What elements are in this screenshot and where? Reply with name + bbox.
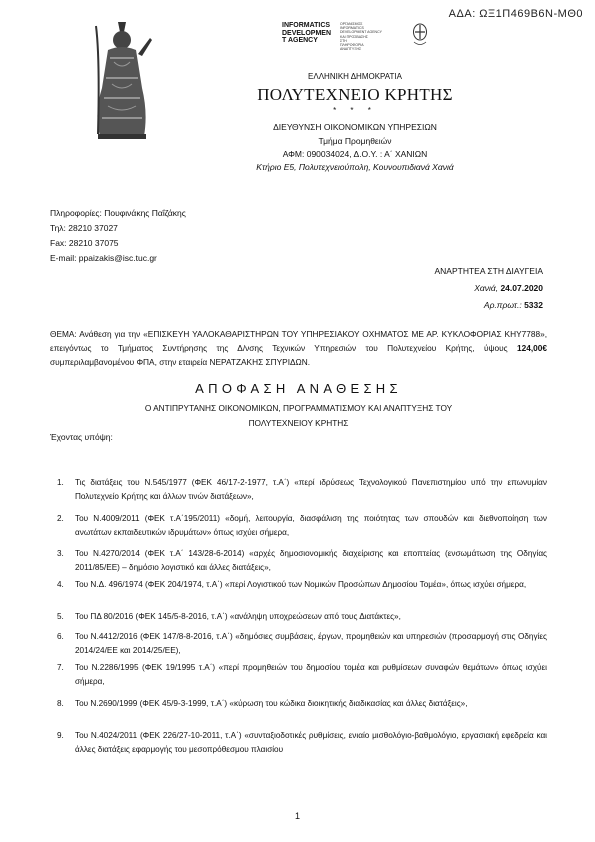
greek-emblem-icon — [412, 22, 428, 48]
list-item — [50, 578, 547, 592]
list-item-number: 6. — [57, 632, 64, 641]
list-item — [50, 547, 547, 575]
posting-label: ΑΝΑΡΤΗΤΕΑ ΣΤΗ ΔΙΑΥΓΕΙΑ — [434, 266, 543, 276]
stamp-gr-line: ΠΛΗΡΟΦΟΡΙΑ — [340, 43, 364, 48]
protocol-value: 5332 — [524, 300, 543, 310]
stamp-gr-line: ΚΑΙ ΠΡΟΣΒΑΣΗΣ — [340, 34, 368, 39]
list-item-number: 2. — [57, 514, 64, 523]
stamp-en-line: DEVELOPMEN — [282, 29, 332, 37]
list-item-text: Του Ν.4009/2011 (ΦΕΚ τ.Α΄195/2011) «δομή, λειτουργία, διασφάλιση της ποιότητας των σπουδών και διεθνοποίηση των ανωτάτων εκπαιδευτικών ιδρυμάτων» όπως ισχύει σήμερα, — [75, 514, 547, 537]
stamp-en-line: INFORMATICS — [282, 22, 331, 29]
republic-label: ΕΛΛΗΝΙΚΗ ΔΗΜΟΚΡΑΤΙΑ — [308, 72, 402, 81]
protocol-label: Αρ.πρωτ.: — [483, 300, 525, 310]
list-item-text: Του ΠΔ 80/2016 (ΦΕΚ 145/5-8-2016, τ.Α΄) «ανάληψη υποχρεώσεων από τους Διατάκτες», — [75, 612, 401, 621]
list-item-text: Του Ν.4412/2016 (ΦΕΚ 147/8-8-2016, τ.Α΄) «δημόσιες συμβάσεις, έργων, προμηθειών και υπηρεσιών (προσαρμογή στις Οδηγίες 2014/24/ΕΕ και 2014/25/ΕΕ), — [75, 632, 547, 655]
stars-divider: * * * — [333, 106, 377, 115]
contact-fax: Fax: 28210 37075 — [50, 238, 119, 248]
stamp-gr-line: ΟΡΓΑΝΙΣΜΟΣ — [340, 22, 363, 26]
list-item-text: Του Ν.Δ. 496/1974 (ΦΕΚ 204/1974, τ.Α΄) «περί Λογιστικού των Νομικών Προσώπων Δημοσίου Τομέα», όπως ισχύει σήμερα, — [75, 580, 527, 589]
list-item — [50, 610, 547, 624]
list-item-number: 4. — [57, 580, 64, 589]
diavgeia-stamp-en — [282, 22, 340, 45]
list-item-number: 8. — [57, 699, 64, 708]
list-item-text: Του Ν.2690/1999 (ΦΕΚ 45/9-3-1999, τ.Α΄) «κύρωση του κώδικα διοικητικής διαδικασίας και άλλες διατάξεις», — [75, 699, 468, 708]
date-line — [474, 283, 543, 293]
stamp-gr-line: ΑΝΑΠΤΥΞΗΣ — [340, 47, 362, 52]
department-label: Τμήμα Προμηθειών — [318, 136, 392, 146]
decision-subtitle-line-2: ΠΟΛΥΤΕΧΝΕΙΟΥ ΚΡΗΤΗΣ — [248, 417, 349, 428]
list-item-number: 3. — [57, 549, 64, 558]
contact-tel: Τηλ: 28210 37027 — [50, 223, 118, 233]
decision-subtitle — [120, 401, 477, 430]
list-item-text: Του Ν.4024/2011 (ΦΕΚ 226/27-10-2011, τ.Α΄) «συνταξιοδοτικές ρυθμίσεις, ενιαίο μισθολόγιο-βαθμολόγιο, εργασιακή εφεδρεία και άλλες διατάξεις εφαρμογής του μεσοπρόθεσμου πλαισίου — [75, 731, 547, 754]
list-item-number: 1. — [57, 478, 64, 487]
subject-amount: 124,00€ — [517, 343, 547, 353]
address-label: Κτήριο Ε5, Πολυτεχνειούπολη, Κουνουπιδιανά Χανιά — [256, 162, 454, 172]
list-item-number: 9. — [57, 731, 64, 740]
list-item-text: Του Ν.4270/2014 (ΦΕΚ τ.Α΄ 143/28-6-2014) «αρχές δημοσιονομικής διαχείρισης και εποπτείας (ενσωμάτωση της Οδηγίας 2011/85/ΕΕ) – δημόσιο λογιστικό και άλλες διατάξεις», — [75, 549, 547, 572]
directorate-label: ΔΙΕΥΘΥΝΣΗ ΟΙΚΟΝΟΜΙΚΩΝ ΥΠΗΡΕΣΙΩΝ — [273, 122, 437, 132]
list-item-number: 7. — [57, 663, 64, 672]
page-number: 1 — [294, 811, 300, 821]
university-name: ΠΟΛΥΤΕΧΝΕΙΟ ΚΡΗΤΗΣ — [257, 85, 453, 104]
university-logo-icon — [88, 18, 156, 143]
list-item — [50, 630, 547, 658]
stamp-gr-line: DEVELOPMENT AGENCY — [340, 30, 382, 35]
lead-text: Έχοντας υπόψη: — [50, 432, 113, 442]
list-item — [50, 729, 547, 757]
contact-email: E-mail: ppaizakis@isc.tuc.gr — [50, 253, 157, 263]
date-label: Χανιά, — [474, 283, 501, 293]
diavgeia-stamp-gr — [340, 22, 400, 51]
stamp-gr-line: ΣΤΗ — [340, 38, 347, 43]
tax-id-label: ΑΦΜ: 090034024, Δ.Ο.Υ. : Α΄ ΧΑΝΙΩΝ — [282, 149, 428, 159]
decision-title: ΑΠΟΦΑΣΗ ΑΝΑΘΕΣΗΣ — [195, 381, 402, 396]
ada-code: ΑΔΑ: ΩΞ1Π469Β6Ν-ΜΘ0 — [448, 8, 583, 20]
subject-text-b: συμπεριλαμβανομένου ΦΠΑ, στην εταιρεία ΝΕΡΑΤΖΑΚΗΣ ΣΠΥΡΙΔΩΝ. — [50, 357, 311, 367]
list-item-text: Του Ν.2286/1995 (ΦΕΚ 19/1995 τ.Α΄) «περί προμηθειών του δημοσίου τομέα και ρυθμίσεων συναφών θεμάτων» όπως ισχύει σήμερα, — [75, 663, 547, 686]
subject-paragraph — [50, 327, 547, 369]
list-item — [50, 476, 547, 504]
stamp-en-line: T AGENCY — [282, 37, 318, 44]
protocol-line — [484, 300, 543, 310]
list-item-number: 5. — [57, 612, 64, 621]
list-item — [50, 697, 547, 711]
contact-info: Πληροφορίες: Πουφινάκης Παΐζάκης — [50, 208, 186, 218]
date-value: 24.07.2020 — [500, 283, 543, 293]
list-item — [50, 661, 547, 689]
decision-subtitle-line-1: Ο ΑΝΤΙΠΡΥΤΑΝΗΣ ΟΙΚΟΝΟΜΙΚΩΝ, ΠΡΟΓΡΑΜΜΑΤΙΣΜΟΥ ΚΑΙ ΑΝΑΠΤΥΞΗΣ ΤΟΥ — [144, 403, 453, 413]
stamp-gr-line: INFORMATICS — [340, 26, 364, 31]
list-item-text: Τις διατάξεις του Ν.545/1977 (ΦΕΚ 46/17-2-1977, τ.Α΄) «περί ιδρύσεως Τεχνολογικού Πανεπιστημίου υπό την επωνυμίαν Πολυτεχνείο Κρήτης και άλλων τινών διατάξεων», — [75, 478, 547, 501]
list-item — [50, 512, 547, 540]
subject-text-a: ΘΕΜΑ: Ανάθεση για την «ΕΠΙΣΚΕΥΗ ΥΑΛΟΚΑΘΑΡΙΣΤΗΡΩΝ ΤΟΥ ΥΠΗΡΕΣΙΑΚΟΥ ΟΧΗΜΑΤΟΣ ΜΕ ΑΡ. ΚΥΚΛΟΦΟΡΙΑΣ ΚΗΥ7788», επειγόντως το Τμήματος Συντήρησης της Δ/νσης Τεχνικών Υπηρεσιών του Πολυτεχνείου Κρήτης, ύψους — [50, 329, 547, 353]
